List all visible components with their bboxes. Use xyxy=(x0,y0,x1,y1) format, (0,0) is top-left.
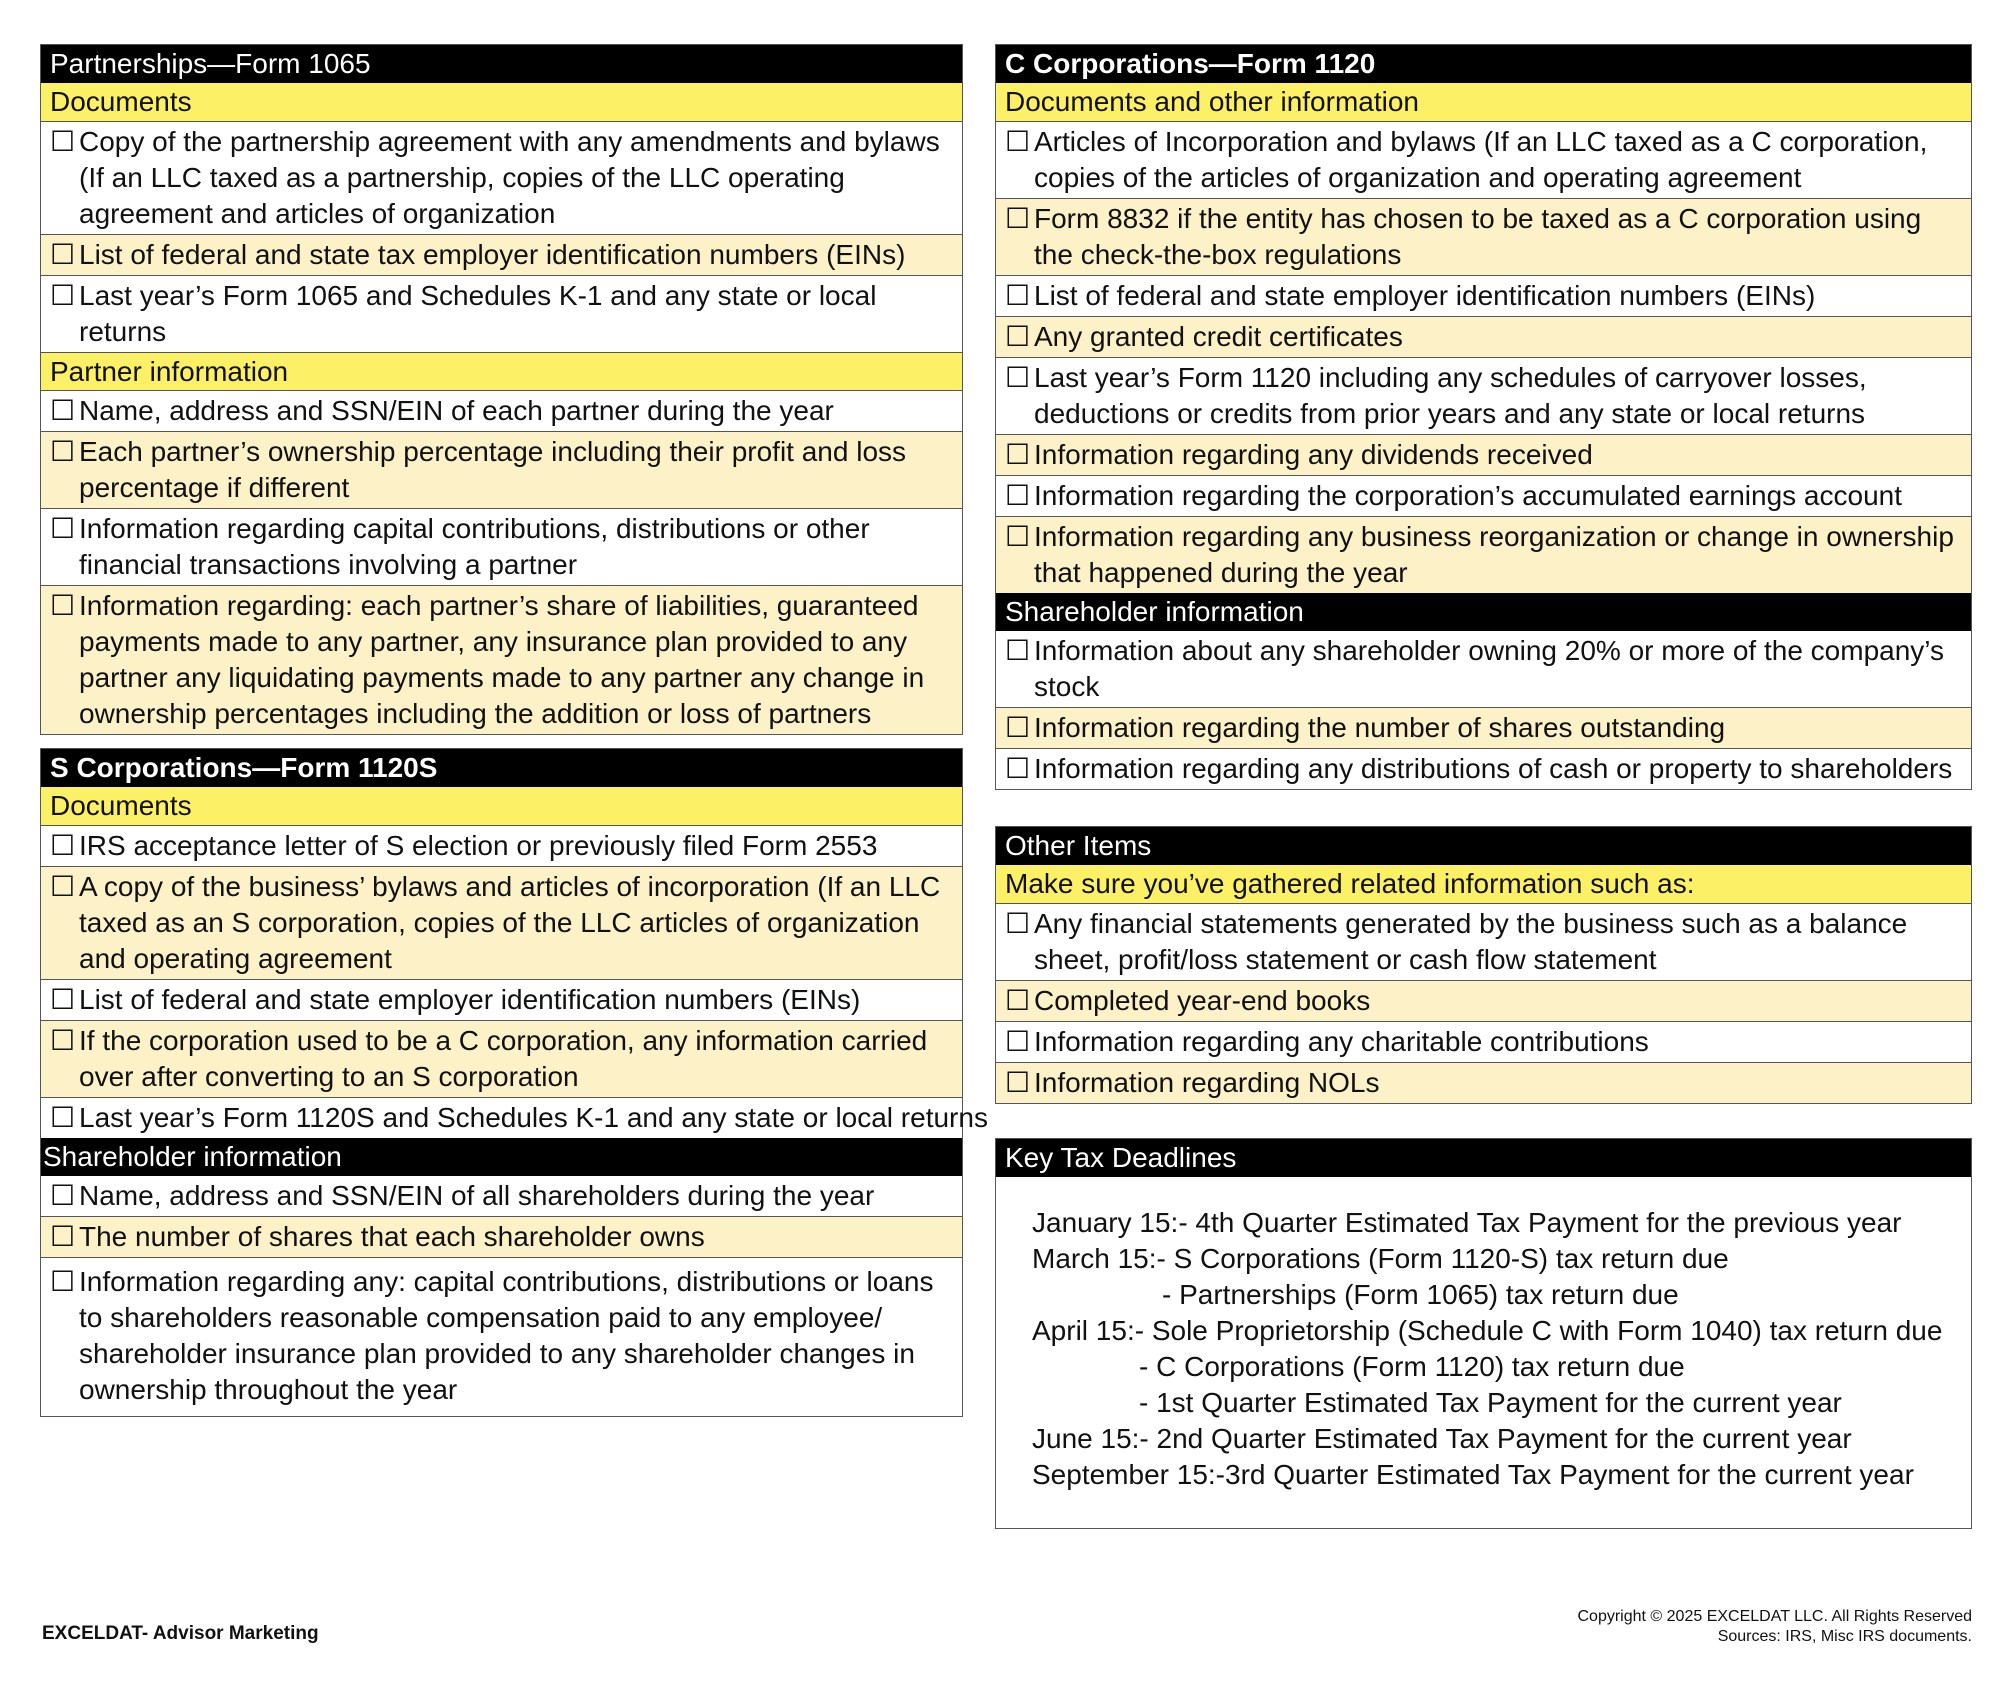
checkbox-icon[interactable]: ☐ xyxy=(1005,908,1031,939)
checklist-item[interactable] xyxy=(996,981,1971,1022)
checkbox-icon[interactable]: ☐ xyxy=(1005,362,1031,393)
checkbox-icon[interactable]: ☐ xyxy=(1005,321,1031,352)
item-text: Last year’s Form 1120 including any schedules of carryover losses, deductions or credits from prior years and any state or local returns xyxy=(1034,362,1867,429)
checkbox-icon[interactable]: ☐ xyxy=(50,984,76,1015)
item-text: Information regarding NOLs xyxy=(1034,1067,1380,1098)
item-text: Any granted credit certificates xyxy=(1034,321,1403,352)
deadline-text: - 1st Quarter Estimated Tax Payment for the current year xyxy=(1139,1387,1842,1418)
checkbox-icon[interactable]: ☐ xyxy=(1005,203,1031,234)
s-corporations-title: S Corporations—Form 1120S xyxy=(41,749,962,787)
item-text: Articles of Incorporation and bylaws (If an LLC taxed as a C corporation, copies of the articles of organization and operating agreement xyxy=(1034,126,1928,193)
deadline-text: - 2nd Quarter Estimated Tax Payment for the current year xyxy=(1139,1423,1852,1454)
checklist-item[interactable] xyxy=(41,1021,962,1098)
checkbox-icon[interactable]: ☐ xyxy=(50,239,76,270)
item-text: List of federal and state employer identification numbers (EINs) xyxy=(1034,280,1816,311)
item-text: If the corporation used to be a C corporation, any information carried over after converting to an S corporation xyxy=(79,1025,928,1092)
deadline-text: - Partnerships (Form 1065) tax return due xyxy=(1162,1279,1679,1310)
c-corporations-panel xyxy=(995,44,1972,790)
checkbox-icon[interactable]: ☐ xyxy=(50,830,76,861)
deadline-date: April 15: xyxy=(1032,1315,1135,1346)
checkbox-icon[interactable]: ☐ xyxy=(50,1102,76,1133)
key-tax-deadlines-panel xyxy=(995,1138,1972,1529)
key-tax-deadlines-title: Key Tax Deadlines xyxy=(996,1139,1971,1177)
item-text: Name, address and SSN/EIN of all shareholders during the year xyxy=(79,1180,875,1211)
item-text: Information regarding: each partner’s share of liabilities, guaranteed payments made to any partner, any insurance plan provided to any partner any liquidating payments made to any partner any change in ownership percentages including the addition or loss of partners xyxy=(79,590,925,729)
item-text: Name, address and SSN/EIN of each partner during the year xyxy=(79,395,834,426)
partnerships-documents-heading: Documents xyxy=(41,83,962,122)
checklist-item[interactable] xyxy=(996,358,1971,435)
item-text: Information regarding the number of shares outstanding xyxy=(1034,712,1726,743)
c-corp-shareholder-heading: Shareholder information xyxy=(996,593,1971,631)
checkbox-icon[interactable]: ☐ xyxy=(1005,280,1031,311)
s-corp-documents-heading: Documents xyxy=(41,787,962,826)
item-text: The number of shares that each shareholder owns xyxy=(79,1221,705,1252)
checkbox-icon[interactable]: ☐ xyxy=(50,280,76,311)
item-text: Information regarding capital contributions, distributions or other financial transactions involving a partner xyxy=(79,513,870,580)
partner-information-heading: Partner information xyxy=(41,352,962,391)
item-text: Information regarding any business reorganization or change in ownership that happened during the year xyxy=(1034,521,1954,588)
partnerships-panel xyxy=(40,44,963,735)
item-text: Last year’s Form 1120S and Schedules K-1 and any state or local returns xyxy=(79,1102,988,1133)
c-corp-documents-heading: Documents and other information xyxy=(996,83,1971,122)
item-text: Information regarding any: capital contributions, distributions or loans to shareholders reasonable compensation paid to any employee/ shareholder insurance plan provided to any shareholder changes in ownership throughout the year xyxy=(79,1266,934,1405)
checklist-item[interactable] xyxy=(41,980,962,1021)
s-corp-shareholder-heading: Shareholder information xyxy=(41,1138,962,1176)
item-text: Each partner’s ownership percentage including their profit and loss percentage if different xyxy=(79,436,907,503)
item-text: IRS acceptance letter of S election or previously filed Form 2553 xyxy=(79,830,878,861)
item-text: Information regarding the corporation’s accumulated earnings account xyxy=(1034,480,1902,511)
checkbox-icon[interactable]: ☐ xyxy=(1005,753,1031,784)
sources-text: Sources: IRS, Misc IRS documents. xyxy=(1717,1628,1972,1645)
checkbox-icon[interactable]: ☐ xyxy=(1005,712,1031,743)
deadlines-list xyxy=(996,1177,1971,1493)
checklist-item[interactable] xyxy=(41,1098,988,1138)
checklist-item[interactable] xyxy=(996,199,1971,276)
checkbox-icon[interactable]: ☐ xyxy=(50,1266,76,1297)
checkbox-icon[interactable]: ☐ xyxy=(1005,480,1031,511)
item-text: Information regarding any distributions of cash or property to shareholders xyxy=(1034,753,1953,784)
item-text: Information regarding any dividends received xyxy=(1034,439,1593,470)
checkbox-icon[interactable]: ☐ xyxy=(50,1025,76,1056)
checklist-item[interactable] xyxy=(41,586,962,734)
checkbox-icon[interactable]: ☐ xyxy=(1005,985,1031,1016)
item-text: Form 8832 if the entity has chosen to be taxed as a C corporation using the check-the-box regulations xyxy=(1034,203,1922,270)
deadline-september xyxy=(1032,1457,1971,1493)
deadline-text: - 4th Quarter Estimated Tax Payment for the previous year xyxy=(1178,1207,1902,1238)
checkbox-icon[interactable]: ☐ xyxy=(1005,635,1031,666)
item-text: List of federal and state employer identification numbers (EINs) xyxy=(79,984,861,1015)
checkbox-icon[interactable]: ☐ xyxy=(50,513,76,544)
checklist-item[interactable] xyxy=(996,317,1971,358)
deadline-date: January 15: xyxy=(1032,1207,1179,1238)
deadline-date: September 15: xyxy=(1032,1459,1216,1490)
checkbox-icon[interactable]: ☐ xyxy=(50,436,76,467)
checklist-item[interactable] xyxy=(996,904,1971,981)
deadline-january xyxy=(1032,1205,1971,1241)
checkbox-icon[interactable]: ☐ xyxy=(50,1221,76,1252)
checklist-item[interactable] xyxy=(996,435,1971,476)
checkbox-icon[interactable]: ☐ xyxy=(1005,439,1031,470)
c-corporations-title: C Corporations—Form 1120 xyxy=(996,45,1971,83)
item-text: Information regarding any charitable contributions xyxy=(1034,1026,1649,1057)
checklist-item[interactable] xyxy=(41,122,962,235)
deadline-june xyxy=(1032,1421,1971,1457)
deadline-date: June 15: xyxy=(1032,1423,1140,1454)
other-items-title: Other Items xyxy=(996,827,1971,865)
deadline-text: - Sole Proprietorship (Schedule C with Form 1040) tax return due xyxy=(1134,1315,1943,1346)
item-text: Completed year-end books xyxy=(1034,985,1371,1016)
checklist-item[interactable] xyxy=(996,749,1971,789)
deadline-march xyxy=(1032,1241,1971,1277)
copyright-text: Copyright © 2025 EXCELDAT LLC. All Rights Reserved xyxy=(1577,1608,1972,1625)
checkbox-icon[interactable]: ☐ xyxy=(50,590,76,621)
checklist-item[interactable] xyxy=(996,631,1971,708)
item-text: A copy of the business’ bylaws and articles of incorporation (If an LLC taxed as an S corporation, copies of the LLC articles of organization and operating agreement xyxy=(79,871,941,974)
checklist-item[interactable] xyxy=(41,391,962,432)
checkbox-icon[interactable]: ☐ xyxy=(50,126,76,157)
checkbox-icon[interactable]: ☐ xyxy=(50,871,76,902)
footer-copyright-block xyxy=(1578,1607,1973,1647)
checklist-item[interactable] xyxy=(996,708,1971,749)
checklist-item[interactable] xyxy=(996,476,1971,517)
checklist-item[interactable] xyxy=(996,122,1971,199)
checklist-item[interactable] xyxy=(41,1176,962,1217)
checklist-item[interactable] xyxy=(41,509,962,586)
checkbox-icon[interactable]: ☐ xyxy=(1005,1026,1031,1057)
deadline-text: -3rd Quarter Estimated Tax Payment for the current year xyxy=(1215,1459,1914,1490)
other-items-panel xyxy=(995,826,1972,1104)
checklist-item[interactable] xyxy=(41,1258,962,1416)
checklist-item[interactable] xyxy=(41,235,962,276)
checklist-item[interactable] xyxy=(996,276,1971,317)
item-text: Information about any shareholder owning 20% or more of the company’s stock xyxy=(1034,635,1945,702)
checklist-item[interactable] xyxy=(996,517,1971,593)
item-text: List of federal and state tax employer identification numbers (EINs) xyxy=(79,239,906,270)
checklist-item[interactable] xyxy=(996,1063,1971,1103)
deadline-date: March 15: xyxy=(1032,1243,1157,1274)
deadline-april xyxy=(1032,1313,1971,1349)
checkbox-icon[interactable]: ☐ xyxy=(50,395,76,426)
deadline-text: - S Corporations (Form 1120-S) tax return due xyxy=(1156,1243,1729,1274)
checklist-item[interactable] xyxy=(41,826,962,867)
checklist-item[interactable] xyxy=(41,867,962,980)
other-items-heading: Make sure you’ve gathered related information such as: xyxy=(996,865,1971,904)
s-corporations-panel xyxy=(40,748,988,1417)
checklist-item[interactable] xyxy=(41,1217,962,1258)
item-text: Copy of the partnership agreement with any amendments and bylaws (If an LLC taxed as a partnership, copies of the LLC operating agreement and articles of organization xyxy=(79,126,940,229)
checklist-item[interactable] xyxy=(41,432,962,509)
item-text: Any financial statements generated by the business such as a balance sheet, profit/loss statement or cash flow statement xyxy=(1034,908,1908,975)
item-text: Last year’s Form 1065 and Schedules K-1 and any state or local returns xyxy=(79,280,877,347)
checkbox-icon[interactable]: ☐ xyxy=(1005,126,1031,157)
footer-brand: EXCELDAT- Advisor Marketing xyxy=(42,1623,319,1644)
checkbox-icon[interactable]: ☐ xyxy=(50,1180,76,1211)
checklist-item[interactable] xyxy=(41,276,962,352)
checkbox-icon[interactable]: ☐ xyxy=(1005,521,1031,552)
checkbox-icon[interactable]: ☐ xyxy=(1005,1067,1031,1098)
checklist-item[interactable] xyxy=(996,1022,1971,1063)
partnerships-title: Partnerships—Form 1065 xyxy=(41,45,962,83)
deadline-text: - C Corporations (Form 1120) tax return due xyxy=(1139,1351,1685,1382)
